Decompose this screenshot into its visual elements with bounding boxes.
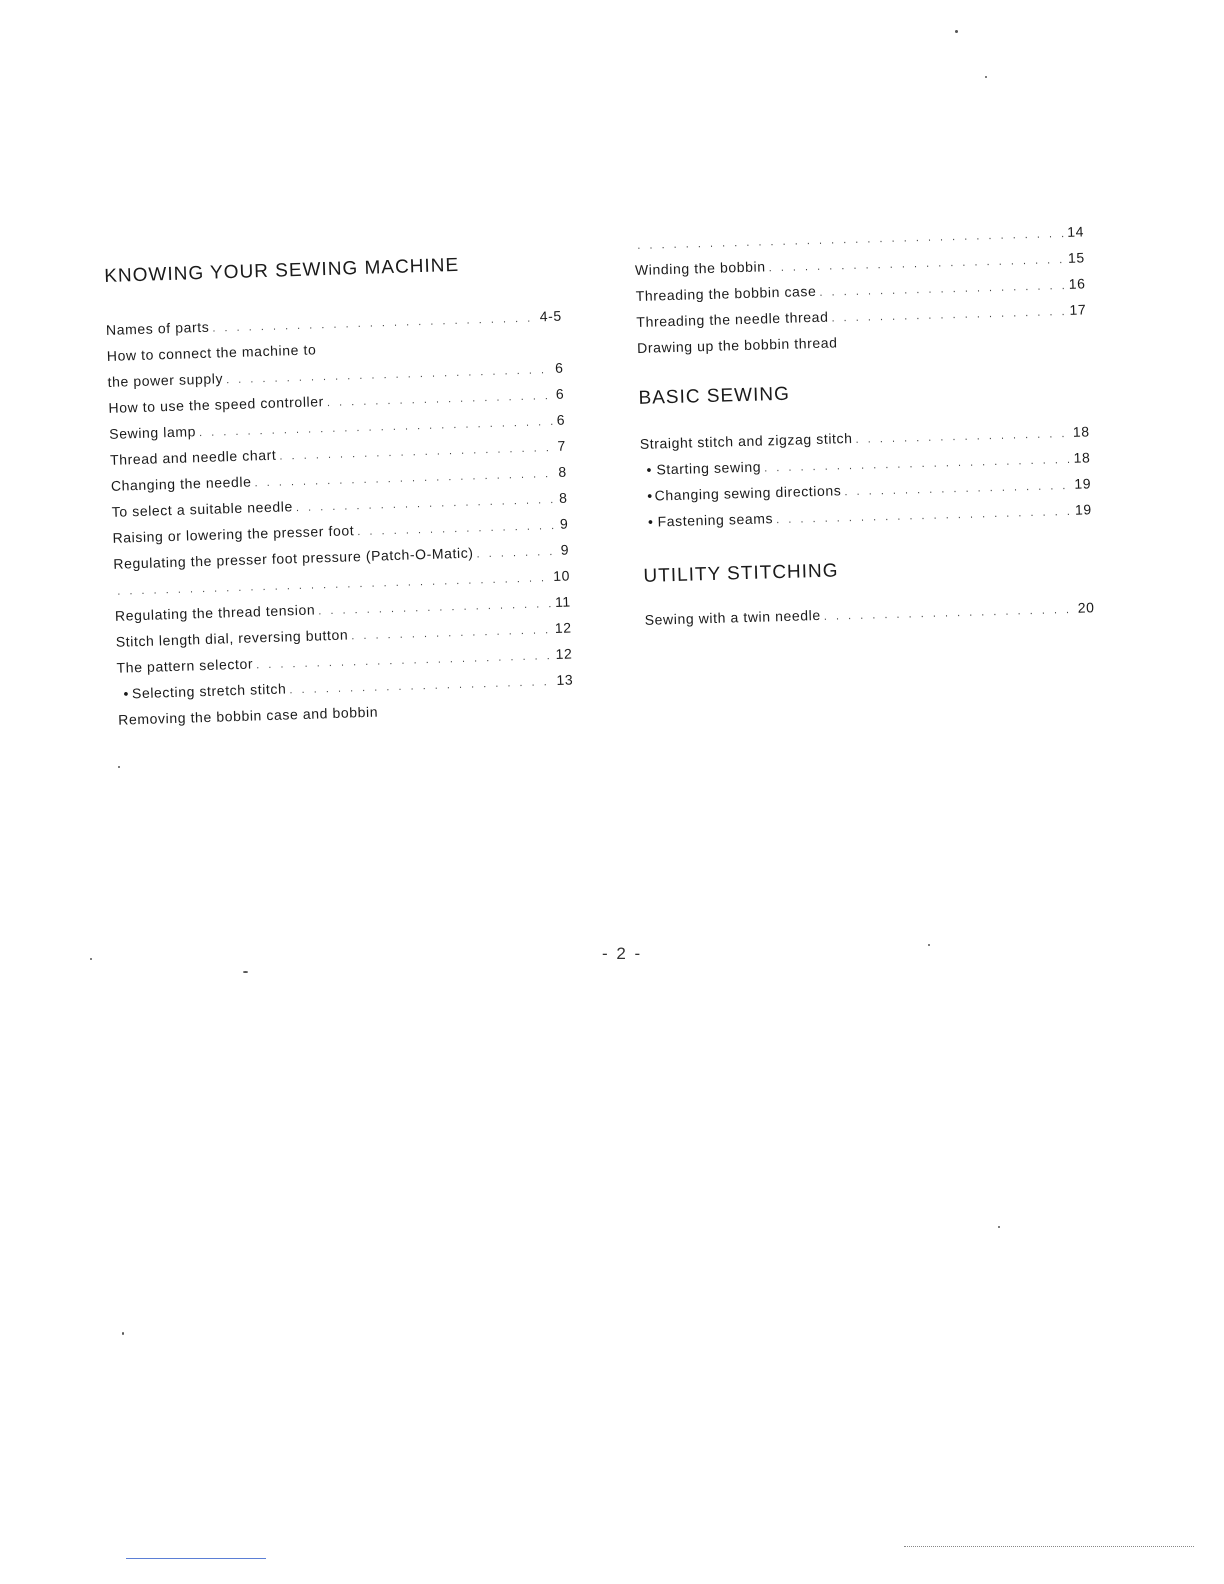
- entry-page-number: 9: [559, 515, 569, 532]
- entry-title: Raising or lowering the presser foot: [112, 522, 355, 546]
- dot-leader: [476, 546, 558, 561]
- entry-page-number: 8: [558, 463, 567, 480]
- dot-leader: [256, 650, 553, 671]
- bottom-rule-left: [126, 1558, 266, 1559]
- entry-page-number: 7: [557, 437, 567, 454]
- bullet-marker: •: [123, 685, 130, 702]
- entry-page-number: 6: [556, 411, 566, 428]
- dot-leader: [776, 506, 1072, 526]
- scan-speck: [90, 958, 92, 960]
- toc-left-column: [104, 252, 575, 738]
- dot-leader: [764, 454, 1071, 475]
- scan-speck: [985, 76, 987, 78]
- dot-leader: [844, 480, 1071, 498]
- bottom-rule-right: [904, 1546, 1194, 1548]
- entry-title: Changing the needle: [110, 473, 252, 494]
- toc-list-basic-sewing: [640, 423, 1093, 540]
- entry-page-number: 14: [1067, 223, 1085, 240]
- bullet-marker: •: [647, 513, 654, 530]
- entry-title: Removing the bobbin case and bobbin: [118, 703, 379, 728]
- entry-page-number: 18: [1072, 423, 1090, 440]
- toc-list-utility-stitching: [644, 599, 1095, 638]
- entry-page-number: 9: [560, 541, 570, 558]
- entry-title: Regulating the presser foot pressure (Patch-O-Matic): [113, 544, 474, 572]
- section-heading-knowing-your-machine: KNOWING YOUR SEWING MACHINE: [104, 254, 460, 287]
- entry-title: Sewing with a twin needle: [644, 606, 821, 628]
- entry-title: the power supply: [107, 370, 224, 390]
- entry-title: Regulating the thread tension: [114, 601, 316, 624]
- entry-title: The pattern selector: [116, 655, 254, 676]
- dot-leader: [327, 390, 553, 409]
- dot-leader: [289, 676, 553, 696]
- dot-leader: [824, 604, 1075, 623]
- entry-title: Changing sewing directions: [654, 482, 842, 504]
- entry-title: To select a suitable needle: [111, 498, 294, 520]
- dot-leader: [254, 468, 555, 489]
- entry-page-number: 15: [1067, 249, 1085, 266]
- entry-page-number: 19: [1074, 501, 1093, 518]
- toc-list-continued: [634, 223, 1087, 366]
- scan-speck: [118, 766, 120, 768]
- entry-page-number: 6: [554, 359, 564, 376]
- entry-title: Winding the bobbin: [634, 258, 766, 278]
- entry-page-number: 20: [1077, 599, 1095, 616]
- bullet-marker: •: [647, 487, 653, 504]
- entry-title: Drawing up the bobbin thread: [636, 334, 838, 356]
- entry-page-number: 4-5: [539, 307, 563, 325]
- dot-leader: [296, 494, 557, 514]
- dot-leader: [831, 306, 1066, 325]
- dot-leader: [855, 428, 1070, 446]
- entry-title: Fastening seams: [657, 510, 774, 530]
- entry-title: How to use the speed controller: [108, 393, 325, 416]
- entry-title: Thread and needle chart: [109, 446, 277, 468]
- entry-page-number: 18: [1073, 449, 1091, 466]
- dot-leader: [768, 254, 1065, 274]
- entry-title: How to connect the machine to: [106, 341, 317, 364]
- entry-page-number: 19: [1074, 475, 1092, 492]
- toc-right-column: [634, 223, 1095, 637]
- entry-page-number: 16: [1068, 275, 1086, 292]
- entry-title: Selecting stretch stitch: [131, 680, 287, 702]
- entry-page-number: 6: [555, 385, 565, 402]
- dot-leader: [212, 312, 537, 334]
- entry-title: Threading the bobbin case: [635, 282, 817, 304]
- page-number: - 2 -: [602, 944, 643, 963]
- dot-leader: [279, 442, 554, 463]
- entry-title: Straight stitch and zigzag stitch: [639, 429, 853, 452]
- entry-title: Stitch length dial, reversing button: [115, 626, 349, 650]
- dot-leader: [351, 624, 552, 642]
- dot-leader: [819, 280, 1066, 299]
- scan-speck: [243, 971, 248, 973]
- entry-page-number: 13: [556, 671, 574, 688]
- entry-page-number: 17: [1069, 301, 1087, 318]
- scan-speck: [122, 1332, 124, 1335]
- toc-utility-entry: [644, 599, 1095, 638]
- entry-title: Starting sewing: [656, 458, 762, 478]
- entry-page-number: 10: [552, 567, 571, 585]
- entry-page-number: 11: [554, 593, 572, 610]
- entry-title: Names of parts: [105, 318, 210, 338]
- dot-leader: [357, 520, 557, 538]
- entry-page-number: 12: [554, 619, 572, 637]
- section-heading-utility-stitching: UTILITY STITCHING: [643, 560, 839, 587]
- scan-speck: [998, 1226, 1000, 1228]
- entry-page-number: 8: [558, 489, 568, 506]
- entry-page-number: 12: [555, 645, 573, 663]
- toc-list-knowing-your-machine: [106, 308, 575, 738]
- scan-speck: [928, 944, 930, 946]
- dot-leader: [318, 598, 552, 617]
- entry-title: Threading the needle thread: [636, 308, 829, 330]
- section-heading-basic-sewing: BASIC SEWING: [638, 383, 791, 409]
- bullet-marker: •: [646, 461, 653, 478]
- entry-title: Sewing lamp: [109, 423, 197, 442]
- dot-leader: [637, 228, 1064, 252]
- scan-speck: [955, 30, 958, 33]
